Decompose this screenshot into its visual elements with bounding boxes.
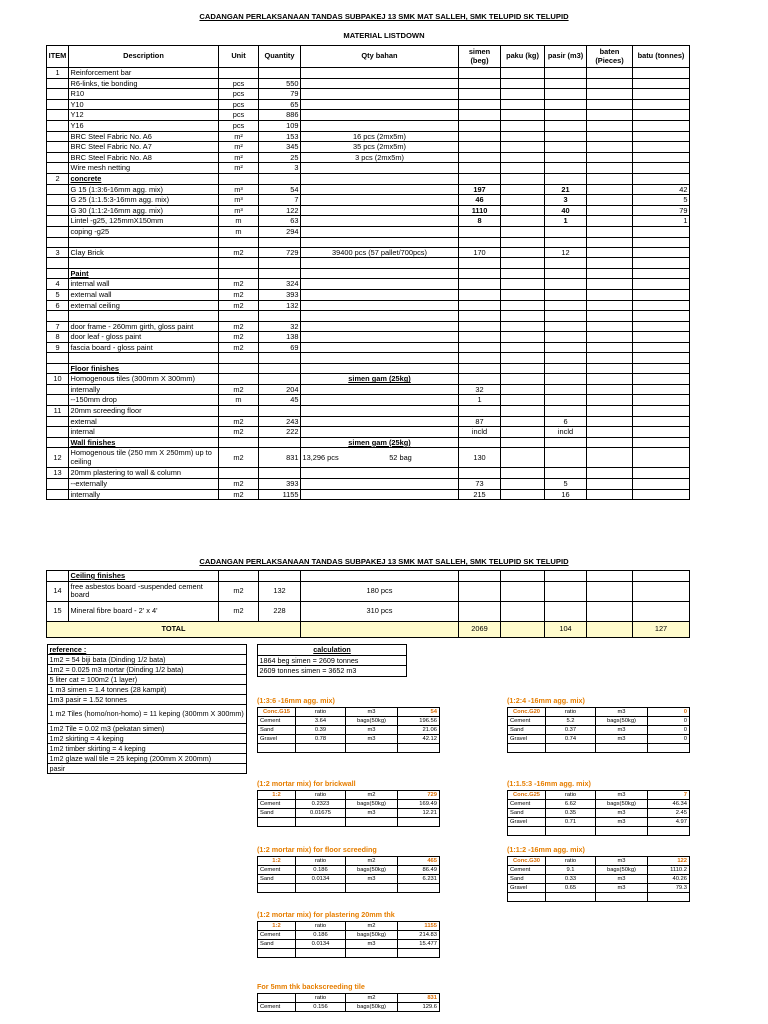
table-row: coping -g25 m 294 xyxy=(47,226,690,237)
ceiling-heading: Ceiling finishes xyxy=(69,571,219,582)
table-row: Y10 pcs 65 xyxy=(47,99,690,110)
table-header xyxy=(47,46,690,68)
table-row: Cement 0.186 bags(50kg) 86.49 xyxy=(258,866,440,875)
table-row: Sand 0.01675 m3 12.21 xyxy=(258,809,440,818)
mix-label: (1:2 mortar mix) for floor screeding xyxy=(257,845,377,854)
column-header: Quantity xyxy=(259,46,301,68)
table-row xyxy=(47,311,690,321)
table-row: --externally m2 393 73 5 xyxy=(47,478,690,489)
total-row xyxy=(47,621,690,637)
column-header: batu (tonnes) xyxy=(633,46,690,68)
ceiling-table xyxy=(46,570,690,638)
table-row xyxy=(47,571,690,582)
list-item: pasir xyxy=(48,764,247,774)
table-row: Wall finishes simen gam (25kg) xyxy=(47,437,690,448)
column-header: ITEM xyxy=(47,46,69,68)
total-pasir: 104 xyxy=(545,621,587,637)
total-simen: 2069 xyxy=(459,621,501,637)
table-row: Cement 6.62 bags(50kg) 46.34 xyxy=(508,800,690,809)
table-row: Cement 0.186 bags(50kg) 214.83 xyxy=(258,931,440,940)
mix-label: (1:1.5:3 -16mm agg. mix) xyxy=(507,779,591,788)
table-row: Cement 0.156 bags(50kg) 129.6 xyxy=(258,1003,440,1012)
table-row: 6 external ceiling m2 132 xyxy=(47,300,690,311)
reference-heading: reference : xyxy=(48,645,247,655)
mix-label: For 5mm thk backscreeding tile xyxy=(257,982,365,991)
table-row: Cement 5.2 bags(50kg) 0 xyxy=(508,717,690,726)
list-item: 1m2 = 54 biji bata (Dinding 1/2 bata) xyxy=(48,655,247,665)
table-row: 12 Homogenous tile (250 mm X 250mm) up to ceiling m2 831 13,296 pcs 52 bag 130 xyxy=(47,448,690,468)
table-row: Sand 0.39 m3 21.06 xyxy=(258,726,440,735)
mix-table: Conc.G20 ratio m3 0 Cement 5.2 bags(50kg) 0 Sand 0.37 m3 0 Gravel 0.74 m3 0 xyxy=(507,707,690,753)
table-row: external m2 243 87 6 xyxy=(47,416,690,427)
table-row: Y16 pcs 109 xyxy=(47,120,690,131)
table-row xyxy=(47,258,690,268)
column-header: Unit xyxy=(219,46,259,68)
table-row: Gravel 0.71 m3 4.97 xyxy=(508,818,690,827)
table-row: 1 Reinforcement bar xyxy=(47,68,690,79)
table-row: Wire mesh netting m² 3 xyxy=(47,163,690,174)
table-row: Sand 0.37 m3 0 xyxy=(508,726,690,735)
sheet-subtitle: MATERIAL LISTDOWN xyxy=(343,31,425,40)
table-row: Sand 0.33 m3 40.26 xyxy=(508,875,690,884)
table-row: 15 Mineral fibre board - 2' x 4' m2 228 310 pcs xyxy=(47,601,690,621)
table-row: 10 Homogenous tiles (300mm X 300mm) simen gam (25kg) xyxy=(47,374,690,385)
table-row: Y12 pcs 886 xyxy=(47,110,690,121)
material-listdown-table xyxy=(46,45,690,500)
table-row: Gravel 0.74 m3 0 xyxy=(508,735,690,744)
table-row: Floor finishes xyxy=(47,363,690,374)
table-row: Gravel 0.78 m3 42.12 xyxy=(258,735,440,744)
table-row: R10 pcs 79 xyxy=(47,89,690,100)
mix-label: (1:1:2 -16mm agg. mix) xyxy=(507,845,585,854)
table-row: G 15 (1:3:6-16mm agg. mix) m³ 54 197 21 42 xyxy=(47,184,690,195)
mix-table: 1:2 ratio m2 729 Cement 0.2323 bags(50kg) 169.49 Sand 0.01675 m3 12.21 xyxy=(257,790,440,827)
mix-table: Conc.G30 ratio m3 122 Cement 9.1 bags(50kg) 1110.2 Sand 0.33 m3 40.26 Gravel 0.65 m3 79.3 xyxy=(507,856,690,902)
table-row: BRC Steel Fabric No. A8 m² 25 3 pcs (2mx5m) xyxy=(47,152,690,163)
table-row: 11 20mm screeding floor xyxy=(47,406,690,417)
table-row: 7 door frame - 260mm girth, gloss paint m2 32 xyxy=(47,321,690,332)
total-label: TOTAL xyxy=(47,621,301,637)
list-item: 1m2 skirting = 4 keping xyxy=(48,734,247,744)
table-row: 13 20mm plastering to wall & column xyxy=(47,468,690,479)
mix-table: Conc.G25 ratio m3 7 Cement 6.62 bags(50kg) 46.34 Sand 0.35 m3 2.45 Gravel 0.71 m3 4.97 xyxy=(507,790,690,836)
list-item: 1 m3 simen = 1.4 tonnes (28 kampit) xyxy=(48,685,247,695)
list-item: 1m2 Tile = 0.02 m3 (pekatan simen) xyxy=(48,724,247,734)
table-row: 9 fascia board - gloss paint m2 69 xyxy=(47,342,690,353)
table-row: Paint xyxy=(47,268,690,279)
mix-label: (1:3:6 -16mm agg. mix) xyxy=(257,696,335,705)
table-row: 8 door leaf - gloss paint m2 138 xyxy=(47,332,690,343)
list-item: 1m2 glaze wall tile = 25 keping (200mm X 200mm) xyxy=(48,754,247,764)
table-row: 14 free asbestos board -suspended cement board m2 132 180 pcs xyxy=(47,581,690,601)
mix-table: ratio m2 831 Cement 0.156 bags(50kg) 129.6 xyxy=(257,993,440,1012)
list-item: 1m2 = 0.025 m3 mortar (Dinding 1/2 bata) xyxy=(48,665,247,675)
table-row: BRC Steel Fabric No. A7 m² 345 35 pcs (2mx5m) xyxy=(47,142,690,153)
mix-label: (1:2 mortar mix) for plastering 20mm thk xyxy=(257,910,395,919)
column-header: Qty bahan xyxy=(301,46,459,68)
column-header: baten (Pieces) xyxy=(587,46,633,68)
column-header: pasir (m3) xyxy=(545,46,587,68)
table-row: internally m2 1155 215 16 xyxy=(47,489,690,500)
total-batu: 127 xyxy=(633,621,690,637)
table-row: Sand 0.35 m3 2.45 xyxy=(508,809,690,818)
mix-table: 1:2 ratio m2 465 Cement 0.186 bags(50kg) 86.49 Sand 0.0134 m3 6.231 xyxy=(257,856,440,893)
table-row: Lintel -g25, 125mmX150mm m 63 8 1 1 xyxy=(47,216,690,227)
table-row: BRC Steel Fabric No. A6 m² 153 16 pcs (2mx5m) xyxy=(47,131,690,142)
mix-label: (1:2:4 -16mm agg. mix) xyxy=(507,696,585,705)
table-row: 3 Clay Brick m2 729 39400 pcs (57 pallet/700pcs) 170 12 xyxy=(47,247,690,258)
column-header: Description xyxy=(69,46,219,68)
mix-label: (1:2 mortar mix) for brickwall xyxy=(257,779,356,788)
list-item: 1m2 timber skirting = 4 keping xyxy=(48,744,247,754)
table-row: Sand 0.0134 m3 15.477 xyxy=(258,940,440,949)
column-header: simen (beg) xyxy=(459,46,501,68)
table-row: --150mm drop m 45 1 xyxy=(47,395,690,406)
table-row: internally m2 204 32 xyxy=(47,384,690,395)
table-row xyxy=(47,237,690,247)
sheet-title: CADANGAN PERLAKSANAAN TANDAS SUBPAKEJ 13 SMK MAT SALLEH, SMK TELUPID SK TELUPID xyxy=(199,12,569,21)
table-row: Cement 3.64 bags(50kg) 196.56 xyxy=(258,717,440,726)
calculation-table: calculation 1864 beg simen = 2609 tonnes 2609 tonnes simen = 3652 m3 xyxy=(257,644,407,677)
table-row: R6-links, tie bonding pcs 550 xyxy=(47,78,690,89)
list-item: 5 liter cat = 100m2 (1 layer) xyxy=(48,675,247,685)
column-header: paku (kg) xyxy=(501,46,545,68)
mix-table: 1:2 ratio m2 1155 Cement 0.186 bags(50kg) 214.83 Sand 0.0134 m3 15.477 xyxy=(257,921,440,958)
table-row: internal m2 222 incld incld xyxy=(47,427,690,438)
table-row: Gravel 0.65 m3 79.3 xyxy=(508,884,690,893)
table-row xyxy=(47,353,690,363)
table-row: Cement 0.2323 bags(50kg) 169.49 xyxy=(258,800,440,809)
table-row: 4 internal wall m2 324 xyxy=(47,279,690,290)
table-row: 2 concrete xyxy=(47,173,690,184)
list-item: 1 m2 Tiles (homo/non-homo) = 11 keping (300mm X 300mm) xyxy=(48,705,247,724)
reference-table xyxy=(47,644,247,774)
table-row: Sand 0.0134 m3 6.231 xyxy=(258,875,440,884)
calculation-heading: calculation xyxy=(258,645,407,656)
list-item: 1m3 pasir = 1.52 tonnes xyxy=(48,695,247,705)
table-row: 5 external wall m2 393 xyxy=(47,289,690,300)
table-row: G 30 (1:1:2-16mm agg. mix) m³ 122 1110 40 79 xyxy=(47,205,690,216)
table-row: Cement 9.1 bags(50kg) 1110.2 xyxy=(508,866,690,875)
mix-table: Conc.G15 ratio m3 54 Cement 3.64 bags(50kg) 196.56 Sand 0.39 m3 21.06 Gravel 0.78 m3 42.12 xyxy=(257,707,440,753)
table-row: G 25 (1:1.5:3-16mm agg. mix) m³ 7 46 3 5 xyxy=(47,195,690,206)
sheet2-title: CADANGAN PERLAKSANAAN TANDAS SUBPAKEJ 13 SMK MAT SALLEH, SMK TELUPID SK TELUPID xyxy=(199,557,569,566)
